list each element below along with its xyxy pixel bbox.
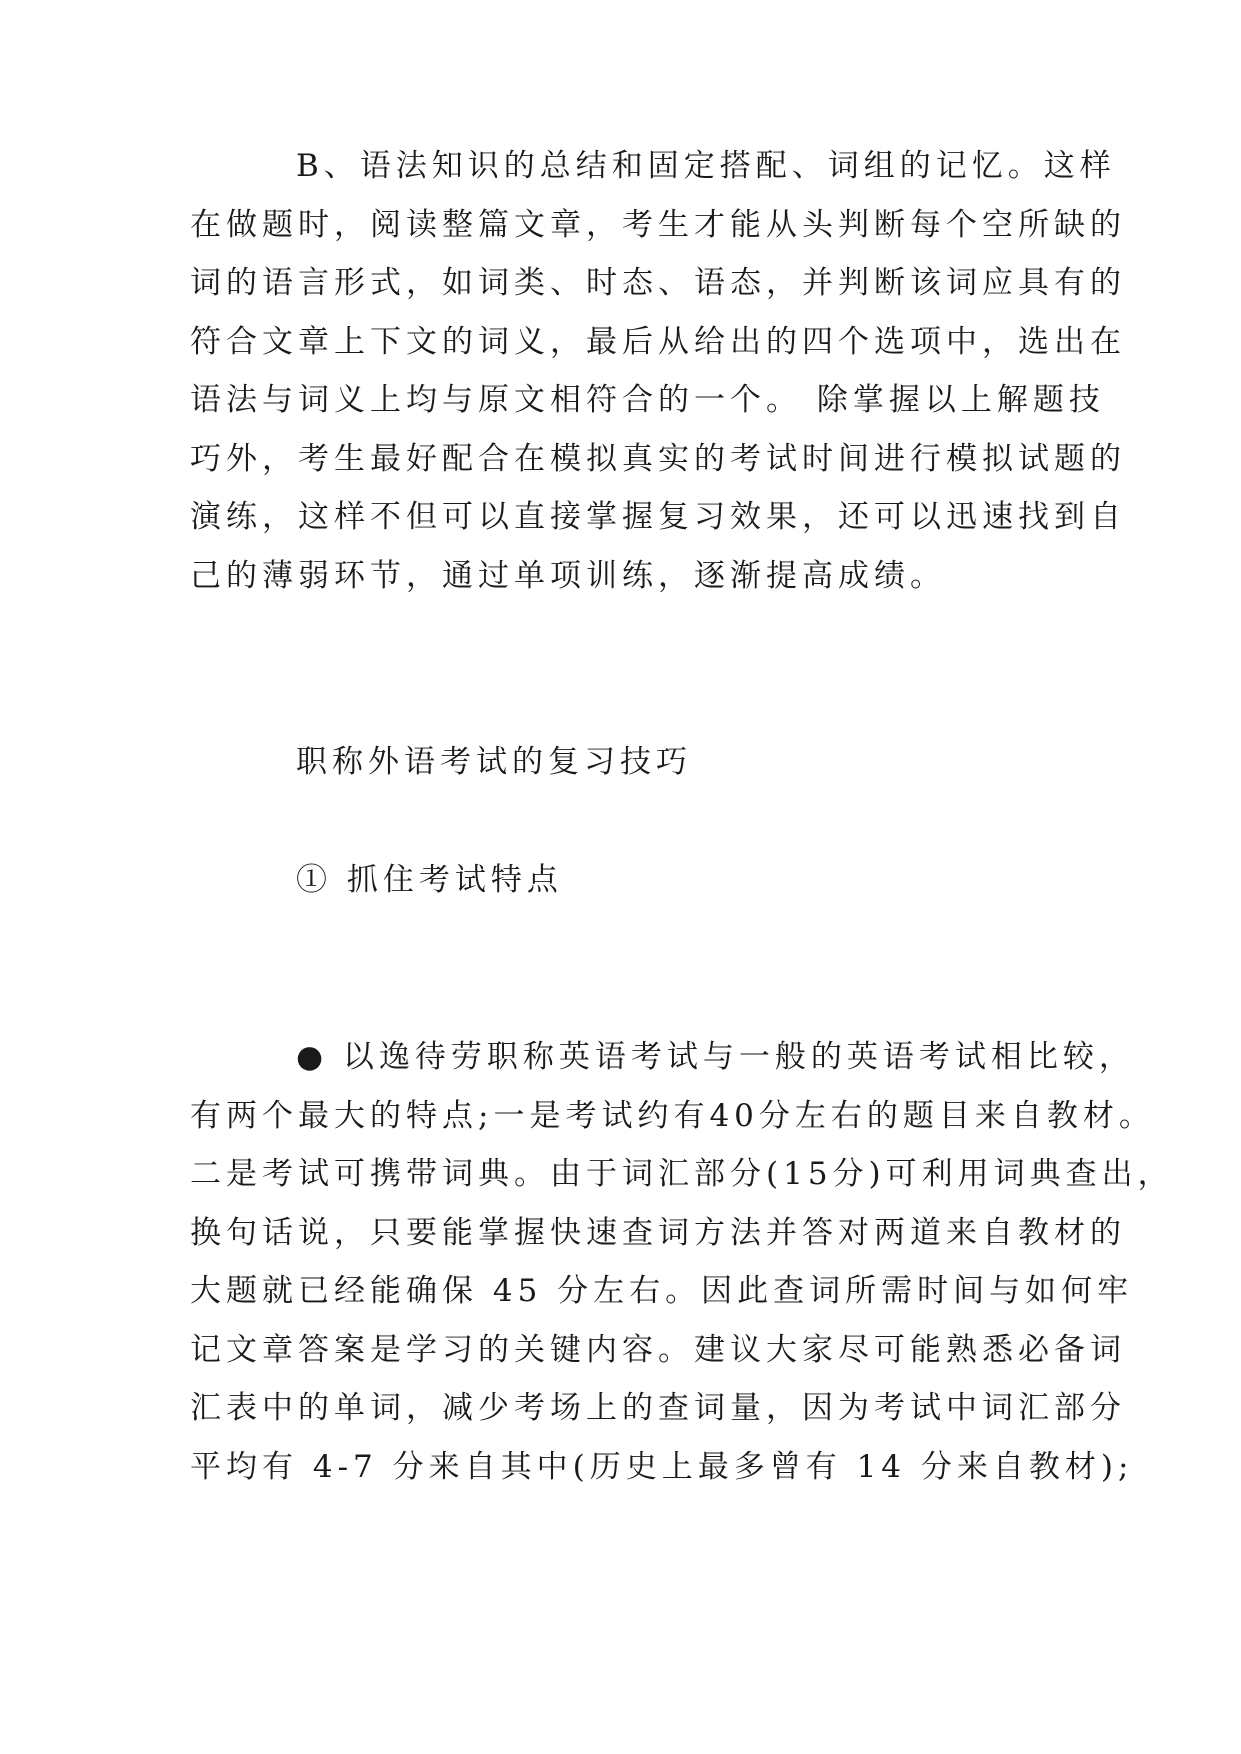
paragraph-line: B、语法知识的总结和固定搭配、词组的记忆。这样 <box>296 148 1116 184</box>
paragraph-line: ● 以逸待劳职称英语考试与一般的英语考试相比较， <box>296 1039 1135 1075</box>
section-title: 职称外语考试的复习技巧 <box>296 744 692 780</box>
subsection-title: ① 抓住考试特点 <box>296 862 563 898</box>
paragraph-line: 有两个最大的特点;一是考试约有40分左右的题目来自教材。 <box>190 1097 1155 1134</box>
paragraph-line: 记文章答案是学习的关键内容。建议大家尽可能熟悉必备词 <box>190 1331 1126 1368</box>
paragraph-line: 词的语言形式，如词类、时态、语态，并判断该词应具有的 <box>190 265 1126 301</box>
paragraph-line: 换句话说，只要能掌握快速查词方法并答对两道来自教材的 <box>190 1214 1126 1251</box>
paragraph-line: 平均有 4-7 分来自其中(历史上最多曾有 14 分来自教材); <box>190 1448 1134 1485</box>
paragraph-line: 二是考试可携带词典。由于词汇部分(15分)可利用词典查出， <box>190 1156 1174 1192</box>
paragraph-line: 己的薄弱环节，通过单项训练，逐渐提高成绩。 <box>190 557 946 594</box>
paragraph-grammar-tips <box>190 137 1126 605</box>
paragraph-line: 巧外，考生最好配合在模拟真实的考试时间进行模拟试题的 <box>190 440 1126 477</box>
paragraph-line: 在做题时，阅读整篇文章，考生才能从头判断每个空所缺的 <box>190 206 1126 243</box>
paragraph-line: 演练，这样不但可以直接掌握复习效果，还可以迅速找到自 <box>190 499 1126 535</box>
paragraph-line: 符合文章上下文的词义，最后从给出的四个选项中，选出在 <box>190 323 1126 360</box>
paragraph-line: 语法与词义上均与原文相符合的一个。 除掌握以上解题技 <box>190 382 1105 418</box>
paragraph-line: 汇表中的单词，减少考场上的查词量，因为考试中词汇部分 <box>190 1390 1126 1426</box>
paragraph-exam-features <box>190 1028 1174 1496</box>
paragraph-line: 大题就已经能确保 45 分左右。因此查词所需时间与如何牢 <box>190 1273 1134 1309</box>
